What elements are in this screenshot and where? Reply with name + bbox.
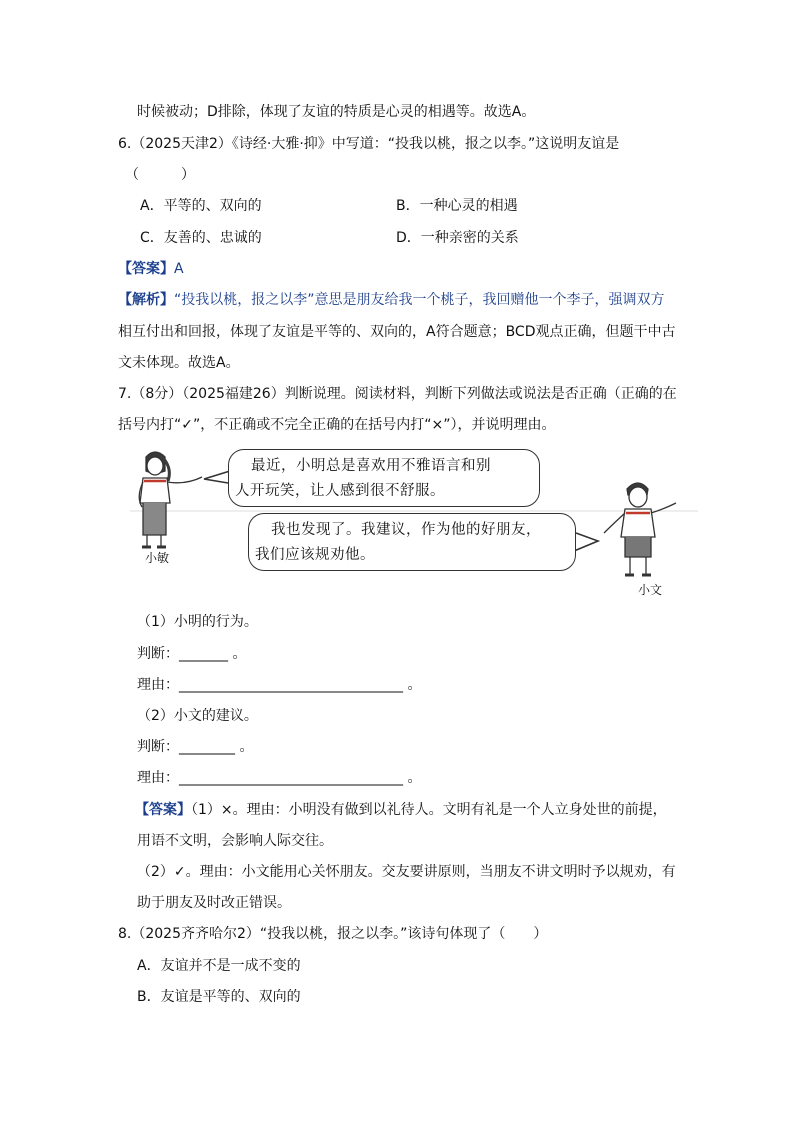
q7-judge1: 判断：_______ 。 xyxy=(137,646,247,662)
q8-stem: 8.（2025齐齐哈尔2）“投我以桃，报之以李。”该诗句体现了（ ） xyxy=(118,926,548,942)
q8-option-a: A．友谊并不是一成不变的 xyxy=(137,958,301,974)
answer-tag: 【答案】 xyxy=(135,802,191,818)
prev-explanation-end: 时候被动；D排除，体现了友谊的特质是心灵的相遇等。故选A。 xyxy=(137,104,536,120)
q6-explanation-1 xyxy=(118,290,665,310)
boy-figure-icon xyxy=(604,483,676,575)
caption-xiaomin: 小敏 xyxy=(145,551,170,565)
q7-answer-4: 助于朋友及时改正错误。 xyxy=(137,895,291,911)
q6-explanation-3: 文未体现。故选A。 xyxy=(118,355,240,371)
q7-answer-1 xyxy=(135,800,667,820)
q7-reason2: 理由：________________________________ 。 xyxy=(137,770,422,786)
bubble1-tail xyxy=(204,471,230,483)
explanation-text: “投我以桃，报之以李”意思是朋友给我一个桃子，我回赠他一个李子，强调双方 xyxy=(174,292,665,308)
q6-option-c: C．友善的、忠诚的 xyxy=(140,230,262,246)
answer-tag: 【答案】 xyxy=(118,261,174,277)
q6-stem: 6.（2025天津2）《诗经·大雅·抑》中写道：“投我以桃，报之以李。”这说明友谊是 xyxy=(118,136,620,152)
q7-answer-3: （2）✓。理由：小文能用心关怀朋友。交友要讲原则，当朋友不讲文明时予以规劝，有 xyxy=(137,864,676,880)
q6-option-d: D．一种亲密的关系 xyxy=(396,230,519,246)
answer-value: A xyxy=(174,261,184,277)
bubble1-line2: 人开玩笑，让人感到很不舒服。 xyxy=(235,483,445,499)
q7-stem-2: 括号内打“✓”，不正确或不完全正确的在括号内打“×”），并说明理由。 xyxy=(118,417,556,433)
q6-option-a: A．平等的、双向的 xyxy=(140,198,262,214)
q6-explanation-2: 相互付出和回报，体现了友谊是平等的、双向的，A符合题意；BCD观点正确，但题干中古 xyxy=(118,324,676,340)
q7-sub2: （2）小文的建议。 xyxy=(137,708,258,724)
q7-reason1: 理由：________________________________ 。 xyxy=(137,677,422,693)
explanation-tag: 【解析】 xyxy=(118,292,174,308)
bubble2-tail xyxy=(574,533,598,551)
q8-option-b: B．友谊是平等的、双向的 xyxy=(137,989,301,1005)
speech-bubble-xiaomin xyxy=(228,449,540,507)
q7-stem-1: 7.（8分）（2025福建26）判断说理。阅读材料，判断下列做法或说法是否正确（正确的在 xyxy=(118,386,677,402)
speech-bubble-xiaowen xyxy=(248,513,576,571)
bubble2-line1: 我也发现了。我建议，作为他的好朋友， xyxy=(271,522,541,538)
q6-option-b: B．一种心灵的相遇 xyxy=(396,198,518,214)
bubble1-line1: 最近，小明总是喜欢用不雅语言和别 xyxy=(251,458,491,474)
answer-text: （1）×。理由：小明没有做到以礼待人。文明有礼是一个人立身处世的前提， xyxy=(191,802,667,818)
bubble2-line2: 我们应该规劝他。 xyxy=(255,547,375,563)
girl-figure-icon xyxy=(139,452,202,547)
q7-judge2: 判断：________ 。 xyxy=(137,739,254,755)
q6-answer-paren: （ ） xyxy=(125,167,195,183)
dialogue-illustration xyxy=(128,447,700,597)
q7-answer-2: 用语不文明，会影响人际交往。 xyxy=(137,833,333,849)
caption-xiaowen: 小文 xyxy=(638,583,663,597)
q7-sub1: （1）小明的行为。 xyxy=(137,614,258,630)
q6-answer xyxy=(118,259,184,279)
